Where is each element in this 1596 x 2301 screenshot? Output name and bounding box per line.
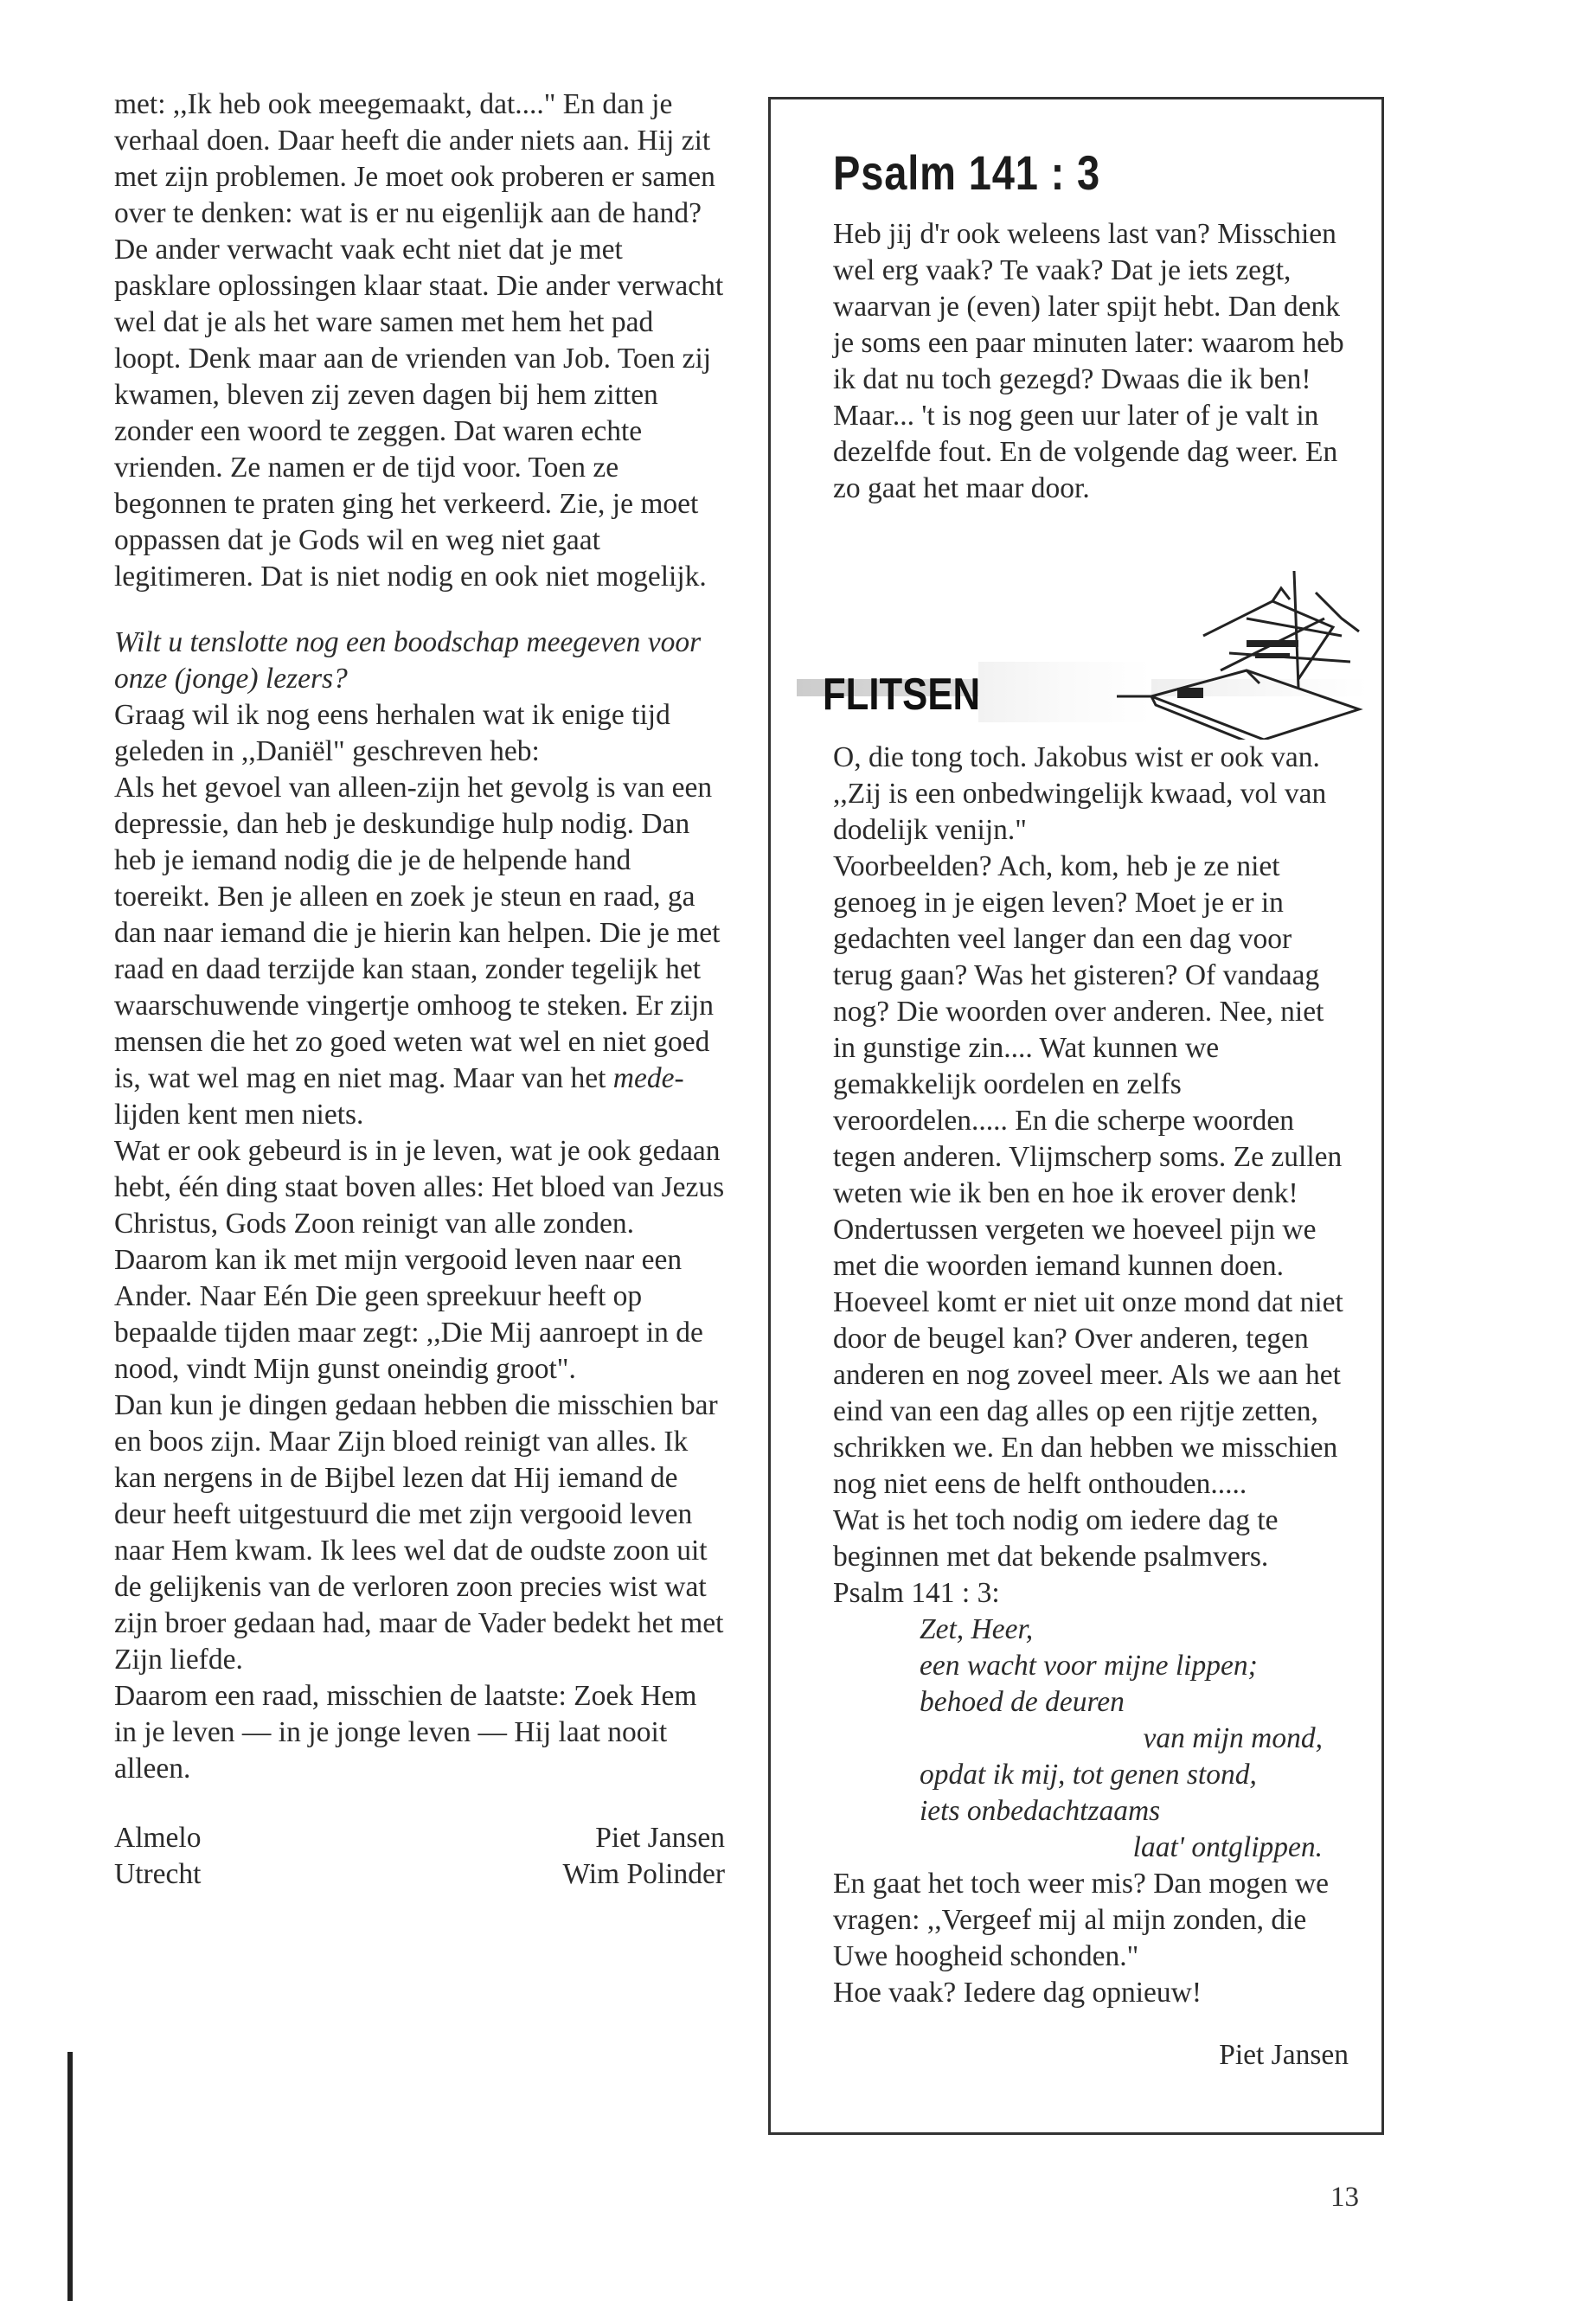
box-paragraph: Voorbeelden? Ach, kom, heb je ze niet genoeg in je eigen leven? Moet je er in gedachten veel langer dan een dag voor terug gaan? Was het gisteren? Of vandaag nog? Die woorden over anderen. Nee, niet in gunstige zin.... Wat kunnen we gemakkelijk oordelen en zelfs veroordelen..... En die scherpe woorden tegen anderen. Vlijmscherp soms. Ze zullen weten wie ik ben en hoe ik erover denk! Ondertussen vergeten we hoeveel pijn we met die woorden iemand kunnen doen. (833, 850, 1343, 1282)
verse-line: laat' ontglippen. (1132, 1831, 1323, 1863)
signature-block (114, 1820, 725, 1893)
box-paragraph: Hoeveel komt er niet uit onze mond dat niet door de beugel kan? Over anderen, tegen anderen en nog zoveel meer. Als we aan het eind van een dag alles op een rijtje zetten, schrikken we. En dan hebben we misschien nog niet eens de helft onthouden..... (833, 1286, 1343, 1500)
answer-paragraph: Graag wil ik nog eens herhalen wat ik enige tijd geleden in ,,Daniël" geschreven heb: (114, 699, 670, 767)
signature-name: Wim Polinder (562, 1858, 725, 1890)
box-signature: Piet Jansen (1219, 2039, 1349, 2071)
verse-line: van mijn mond, (1143, 1722, 1323, 1754)
flitsen-banner (797, 567, 1350, 740)
signature-place: Almelo (114, 1822, 202, 1854)
verse-line: opdat ik mij, tot genen stond, (920, 1759, 1257, 1791)
mede-italic: mede (612, 1062, 675, 1094)
box-paragraph: O, die tong toch. Jakobus wist er ook van. ,,Zij is een onbedwingelijk kwaad, vol van dodelijk venijn." (833, 741, 1327, 846)
psalm-verse (833, 1612, 1349, 1866)
interview-paragraph: met: ,,Ik heb ook meegemaakt, dat...." En dan je verhaal doen. Daar heeft die ander niets aan. Hij zit met zijn problemen. Je moet ook proberen er samen over te denken: wat is er nu eigenlijk aan de hand? De ander verwacht vaak echt niet dat je met pasklare oplossingen klaar staat. Die ander verwacht wel dat je als het ware samen met hem het pad loopt. Denk maar aan de vrienden van Job. Toen zij kwamen, bleven zij zeven dagen bij hem zitten zonder een woord te zeggen. Dat waren echte vrienden. Ze namen er de tijd voor. Toen ze begonnen te praten ging het verkeerd. Zie, je moet oppassen dat je Gods wil en weg niet gaat legitimeren. Dat is niet nodig en ook niet mogelijk. (114, 88, 724, 593)
bible-ship-illustration (1117, 567, 1368, 740)
signature-name: Piet Jansen (595, 1822, 725, 1854)
box-main-text (833, 740, 1349, 2073)
answer-paragraph: Dan kun je dingen gedaan hebben die misschien bar en boos zijn. Maar Zijn bloed reinigt van alles. Ik kan nergens in de Bijbel lezen dat Hij iemand de deur heeft uitgestuurd die met zijn vergooid leven naar Hem kwam. Ik lees wel dat de oudste zoon uit de gelijkenis van de verloren zoon precies wist wat zijn broer gedaan had, maar de Vader bedekt het met Zijn liefde. (114, 1389, 724, 1676)
flitsen-label: FLITSEN (823, 670, 981, 720)
box-paragraph: Psalm 141 : 3: (833, 1577, 1000, 1609)
verse-line: een wacht voor mijne lippen; (920, 1650, 1258, 1682)
page-number: 13 (1330, 2182, 1359, 2213)
left-column (114, 87, 725, 1893)
answer-paragraph: Wat er ook gebeurd is in je leven, wat je ook gedaan hebt, één ding staat boven alles: Het bloed van Jezus Christus, Gods Zoon reinigt van alle zonden. Daarom kan ik met mijn vergooid leven naar een Ander. Naar Eén Die geen spreekuur heeft op bepaalde tijden maar zegt: ,,Die Mij aanroept in de nood, vindt Mijn gunst oneindig groot". (114, 1135, 725, 1385)
answer-paragraph: Daarom een raad, misschien de laatste: Zoek Hem in je leven — in je jonge leven — Hij laat nooit alleen. (114, 1680, 697, 1785)
answer-paragraph: Als het gevoel van alleen-zijn het gevolg is van een depressie, dan heb je deskundige hulp nodig. Dan heb je iemand nodig die je de helpende hand toereikt. Ben je alleen en zoek je steun en raad, ga dan naar iemand die je hierin kan helpen. Die je met raad en daad terzijde kan staan, zonder tegelijk het waarschuwende vingertje omhoog te steken. Er zijn mensen die het zo goed weten wat wel en niet goed is, wat wel mag en niet mag. Maar van het mede-lijden kent men niets. (114, 772, 721, 1131)
verse-line: Zet, Heer, (920, 1613, 1034, 1645)
psalm-box (768, 97, 1384, 2135)
verse-line: iets onbedachtzaams (920, 1795, 1161, 1827)
box-intro: Heb jij d'r ook weleens last van? Misschien wel erg vaak? Te vaak? Dat je iets zegt, waarvan je (even) later spijt hebt. Dan denk je soms een paar minuten later: waarom heb ik dat nu toch gezegd? Dwaas die ik ben! Maar... 't is nog geen uur later of je valt in dezelfde fout. En de volgende dag weer. En zo gaat het maar door. (833, 218, 1344, 504)
box-paragraph: En gaat het toch weer mis? Dan mogen we vragen: ,,Vergeef mij al mijn zonden, die Uwe hoogheid schonden." (833, 1868, 1330, 1972)
box-title: Psalm 141 : 3 (833, 145, 1101, 200)
box-paragraph: Hoe vaak? Iedere dag opnieuw! (833, 1977, 1202, 2009)
signature-place: Utrecht (114, 1858, 202, 1890)
box-paragraph: Wat is het toch nodig om iedere dag te beginnen met dat bekende psalmvers. (833, 1504, 1279, 1573)
interview-question: Wilt u tenslotte nog een boodschap meegeven voor onze (jonge) lezers? (114, 626, 702, 695)
margin-rule (67, 2052, 73, 2301)
verse-line: behoed de deuren (920, 1686, 1125, 1718)
